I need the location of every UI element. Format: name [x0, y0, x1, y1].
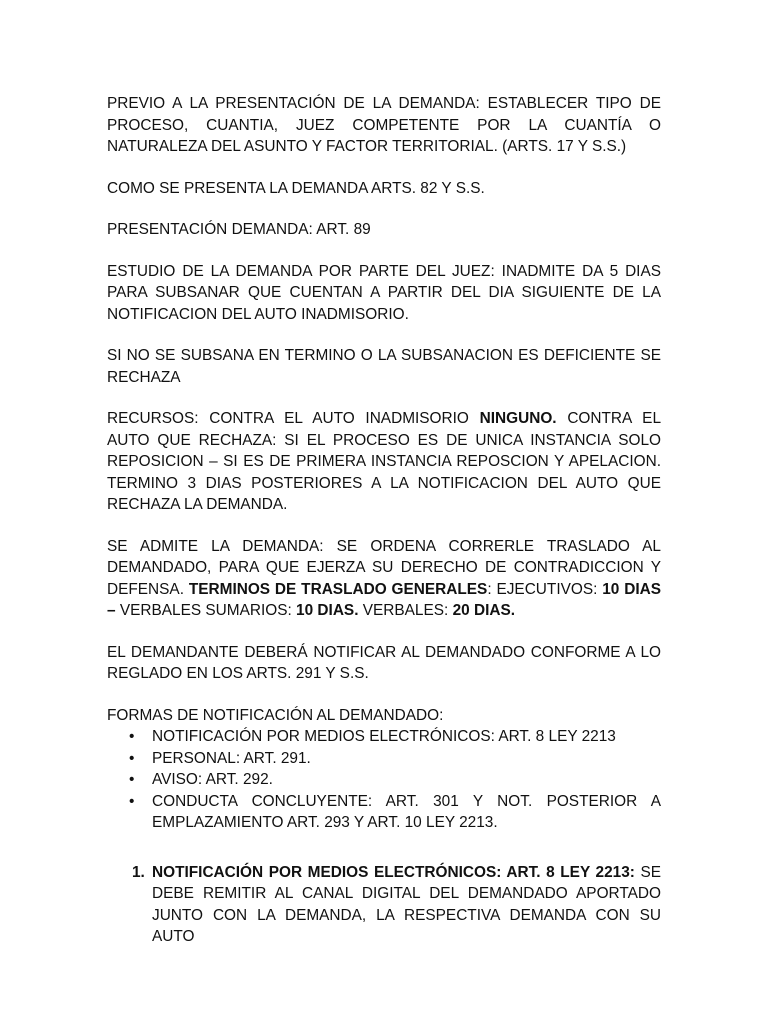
bullet-icon: •	[129, 749, 135, 767]
numbered-item-bold-heading: NOTIFICACIÓN POR MEDIOS ELECTRÓNICOS: ART. 8 LEY 2213:	[152, 863, 635, 881]
paragraph-como-se-presenta: COMO SE PRESENTA LA DEMANDA ARTS. 82 Y S.S.	[107, 179, 485, 197]
recursos-text-1: RECURSOS: CONTRA EL AUTO INADMISORIO	[107, 410, 480, 427]
notification-forms-list	[107, 726, 661, 834]
admite-text-3: VERBALES SUMARIOS:	[115, 602, 297, 619]
admite-bold-10-dias-2: 10 DIAS.	[296, 602, 359, 619]
numbered-list	[107, 862, 661, 948]
document-page	[107, 93, 661, 948]
list-item	[107, 769, 661, 791]
numbered-item-text: SE DEBE REMITIR AL CANAL DIGITAL DEL DEMANDADO APORTADO JUNTO CON LA DEMANDA, LA RESPECTIVA DEMANDA CON SU AUTO	[152, 863, 662, 945]
list-item-text: NOTIFICACIÓN POR MEDIOS ELECTRÓNICOS: ART. 8 LEY 2213	[152, 728, 616, 745]
paragraph-presentacion-demanda: PRESENTACIÓN DEMANDA: ART. 89	[107, 221, 371, 238]
bullet-icon: •	[129, 792, 135, 810]
list-item	[107, 726, 661, 748]
bullet-icon: •	[129, 728, 135, 745]
admite-text-1: SE ADMITE LA DEMANDA: SE ORDENA CORRERLE TRASLADO AL DEMANDADO, PARA QUE EJERZA SU DERECHO DE CONTRADICCION Y DEFENSA.	[107, 537, 661, 598]
paragraph-rechazo: SI NO SE SUBSANA EN TERMINO O LA SUBSANACION ES DEFICIENTE SE RECHAZA	[107, 347, 661, 386]
recursos-text-2: CONTRA EL AUTO QUE RECHAZA: SI EL PROCESO ES DE UNICA INSTANCIA SOLO REPOSICION – SI ES DE PRIMERA INSTANCIA REPOSCION Y APELACION. TERMINO 3 DIAS POSTERIORES A LA NOTIFICACION DEL AUTO QUE RECHAZA LA DEMANDA.	[107, 410, 662, 513]
numbered-item-notificacion-electronica	[107, 862, 661, 948]
admite-bold-20-dias: 20 DIAS.	[452, 602, 516, 619]
admite-bold-terminos: TERMINOS DE TRASLADO GENERALES	[188, 580, 488, 598]
admite-text-4: VERBALES:	[358, 602, 453, 619]
admite-text-2: : EJECUTIVOS:	[487, 580, 603, 598]
admite-bold-10-dias-1: 10 DIAS –	[107, 580, 662, 619]
list-item-text: PERSONAL: ART. 291.	[152, 749, 311, 767]
paragraph-estudio-demanda: ESTUDIO DE LA DEMANDA POR PARTE DEL JUEZ: INADMITE DA 5 DIAS PARA SUBSANAR QUE CUENTAN A PARTIR DEL DIA SIGUIENTE DE LA NOTIFICACION DEL AUTO INADMISORIO.	[107, 262, 661, 323]
list-item	[107, 748, 661, 770]
numbered-item-marker: 1.	[132, 863, 145, 881]
paragraph-demandante-notificar: EL DEMANDANTE DEBERÁ NOTIFICAR AL DEMANDADO CONFORME A LO REGLADO EN LOS ARTS. 291 Y S.S.	[107, 643, 661, 682]
paragraph-previo-presentacion: PREVIO A LA PRESENTACIÓN DE LA DEMANDA: ESTABLECER TIPO DE PROCESO, CUANTIA, JUEZ COMPETENTE POR LA CUANTÍA O NATURALEZA DEL ASUNTO Y FACTOR TERRITORIAL. (ARTS. 17 Y S.S.)	[107, 95, 661, 155]
paragraph-recursos	[107, 408, 661, 516]
bullet-icon: •	[129, 771, 135, 788]
notification-forms-heading: FORMAS DE NOTIFICACIÓN AL DEMANDADO:	[107, 706, 444, 724]
list-item	[107, 791, 661, 834]
recursos-bold-ninguno: NINGUNO.	[479, 410, 557, 427]
list-item-text: AVISO: ART. 292.	[152, 771, 273, 788]
list-item-text: CONDUCTA CONCLUYENTE: ART. 301 Y NOT. POSTERIOR A EMPLAZAMIENTO ART. 293 Y ART. 10 LEY 2213.	[152, 792, 661, 831]
paragraph-admite-demanda	[107, 536, 661, 622]
notification-forms-section	[107, 705, 661, 834]
